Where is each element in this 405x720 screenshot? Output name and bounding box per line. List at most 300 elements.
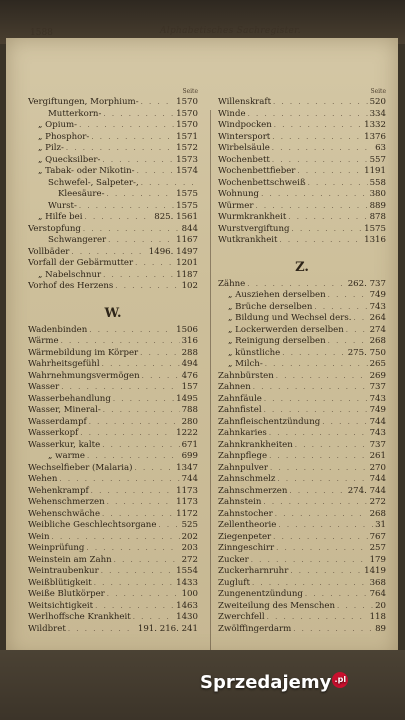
entry-term: „ Milch- xyxy=(228,359,263,369)
entry-term: Winde xyxy=(218,108,246,119)
leader-dots xyxy=(133,613,174,621)
entry-term: Schwangerer xyxy=(48,235,107,245)
entry-page: 1575 xyxy=(176,200,198,211)
index-entry xyxy=(28,201,198,213)
entry-term: Zähne xyxy=(218,278,246,289)
page-title: Alphabetisches Sachregister. xyxy=(160,26,301,36)
leader-dots xyxy=(94,579,174,587)
index-entry xyxy=(28,348,198,360)
leader-dots xyxy=(328,291,368,299)
entry-term: Vorhof des Herzens xyxy=(28,281,114,291)
entry-page: 737 xyxy=(369,439,386,450)
entry-term: Zahnschmerzen xyxy=(218,485,288,496)
entry-page: 118 xyxy=(369,612,386,622)
index-entry xyxy=(218,166,386,178)
leader-dots xyxy=(272,156,368,164)
index-entry xyxy=(218,520,386,532)
leader-dots xyxy=(272,144,373,152)
entry-term: Wehenkrampf xyxy=(28,485,89,496)
index-entry xyxy=(28,97,198,109)
entry-term: Wochenbettschweiß xyxy=(218,177,306,188)
entry-term: Zahnstein xyxy=(218,497,262,507)
entry-term: Zahnschmelz xyxy=(218,474,276,484)
entry-term: „ Brüche derselben xyxy=(228,301,313,312)
index-entry xyxy=(28,247,198,259)
index-entry xyxy=(218,532,386,544)
entry-page: 334 xyxy=(369,108,386,119)
index-entry xyxy=(218,451,386,463)
index-entry xyxy=(28,212,198,224)
leader-dots xyxy=(71,248,146,256)
index-entry xyxy=(28,417,198,429)
entries-v xyxy=(28,97,198,293)
entry-term: Zwerchfell xyxy=(218,612,265,622)
index-entry xyxy=(218,474,386,486)
leader-dots xyxy=(115,282,179,290)
leader-dots xyxy=(269,452,368,460)
index-entry xyxy=(218,578,386,590)
leader-dots xyxy=(288,213,367,221)
leader-dots xyxy=(102,156,174,164)
index-entry xyxy=(28,178,198,190)
index-entry xyxy=(218,359,386,371)
entry-term: Zwölffingerdarm xyxy=(218,623,292,634)
entry-term: Wasserkopf xyxy=(28,428,79,438)
entry-page: 743 xyxy=(369,393,386,404)
leader-dots xyxy=(61,337,180,345)
entry-term: Zahnen xyxy=(218,382,251,392)
entry-term: Wochenbettfieber xyxy=(218,166,296,176)
entry-page: 671 xyxy=(181,439,198,450)
seite-label: Seite xyxy=(182,88,198,95)
entry-term: Zahnpflege xyxy=(218,451,268,461)
index-entry xyxy=(218,497,386,509)
entry-page: 100 xyxy=(181,589,198,599)
entry-page: 1570 xyxy=(176,120,198,130)
entry-term: Vergiftungen, Morphium- xyxy=(28,97,139,107)
entry-term: Würmer xyxy=(218,200,254,211)
entry-term: Wasserkur, kalte xyxy=(28,439,101,450)
index-entry xyxy=(28,497,198,509)
entry-term: Wasser, Mineral- xyxy=(28,405,101,415)
entry-term: Wechselfieber (Malaria) xyxy=(28,462,133,473)
index-entry xyxy=(28,359,198,371)
entry-term: Weibliche Geschlechtsorgane xyxy=(28,520,157,530)
leader-dots xyxy=(328,337,368,345)
index-entry xyxy=(28,543,198,555)
leader-dots xyxy=(135,464,175,472)
index-entry xyxy=(28,566,198,578)
leader-dots xyxy=(91,133,174,141)
entry-page: 268 xyxy=(369,336,386,346)
leader-dots xyxy=(107,590,180,598)
entry-term: „ Ausziehen derselben xyxy=(228,290,326,300)
entry-term: Wein xyxy=(28,531,50,542)
entry-term: Wärmebildung im Körper xyxy=(28,347,139,358)
entry-page: 31 xyxy=(375,520,386,530)
watermark-suffix: .pl xyxy=(334,675,347,684)
index-entry xyxy=(218,302,386,314)
entry-page: 1347 xyxy=(176,462,198,473)
index-entry xyxy=(28,451,198,463)
entry-page: 203 xyxy=(181,543,198,553)
entry-page: 288 xyxy=(181,347,198,358)
entry-page: 274. 744 xyxy=(347,485,386,496)
page-number: 1588 xyxy=(30,28,53,38)
entry-page: 1570 xyxy=(176,97,198,107)
seite-label: Seite xyxy=(370,88,386,95)
entry-page: 737 xyxy=(369,382,386,392)
index-entry xyxy=(28,109,198,121)
leader-dots xyxy=(263,498,367,506)
entry-page: 1573 xyxy=(176,154,198,165)
leader-dots xyxy=(322,418,367,426)
index-entry xyxy=(28,555,198,567)
leader-dots xyxy=(248,110,368,118)
index-entry xyxy=(218,212,386,224)
index-entry xyxy=(218,325,386,337)
entry-term: Wintersport xyxy=(218,131,271,142)
leader-dots xyxy=(107,190,175,198)
entries-z xyxy=(218,279,386,636)
leader-dots xyxy=(292,225,363,233)
leader-dots xyxy=(108,236,174,244)
entry-page: 1167 xyxy=(176,235,198,245)
index-entry xyxy=(218,566,386,578)
index-entry xyxy=(218,290,386,302)
entry-page: 558 xyxy=(369,177,386,188)
entry-term: Wadenbinden xyxy=(28,324,88,335)
entry-term: Zweiteilung des Menschen xyxy=(218,600,336,611)
entry-page: 20 xyxy=(375,600,386,611)
leader-dots xyxy=(103,406,180,414)
entry-term: Zugluft xyxy=(218,577,250,588)
leader-dots xyxy=(85,213,153,221)
entry-page: 1332 xyxy=(364,120,386,130)
index-entry xyxy=(28,532,198,544)
leader-dots xyxy=(275,510,368,518)
entry-term: Schwefel-, Salpeter-, xyxy=(48,177,139,188)
entry-term: Zellentheorie xyxy=(218,520,277,530)
leader-dots xyxy=(52,533,180,541)
entry-term: Wasserbehandlung xyxy=(28,393,111,404)
leader-dots xyxy=(264,406,368,414)
entry-page: 1172 xyxy=(176,508,198,519)
leader-dots xyxy=(337,602,373,610)
entry-page: 1575 xyxy=(364,223,386,234)
index-entry xyxy=(28,336,198,348)
entry-page: 1222 xyxy=(176,428,198,438)
leader-dots xyxy=(102,360,180,368)
leader-dots xyxy=(141,179,196,187)
leader-dots xyxy=(346,326,368,334)
entry-term: Zahnfäule xyxy=(218,393,262,404)
entry-page: 825. 1561 xyxy=(154,212,198,222)
entry-page: 157 xyxy=(181,382,198,392)
entry-page: 1574 xyxy=(176,166,198,176)
column-divider xyxy=(210,110,211,650)
leader-dots xyxy=(79,121,174,129)
entry-term: „ Pilz- xyxy=(38,143,64,153)
index-entry xyxy=(218,109,386,121)
entry-page: 788 xyxy=(181,405,198,415)
entry-page: 272 xyxy=(369,497,386,507)
entry-term: Weinprüfung xyxy=(28,543,85,553)
entry-term: „ Hilfe bei xyxy=(38,212,83,222)
leader-dots xyxy=(353,314,367,322)
leader-dots xyxy=(265,360,368,368)
entry-page: 1463 xyxy=(176,600,198,611)
leader-dots xyxy=(141,98,175,106)
leader-dots xyxy=(59,475,179,483)
entry-page: 743 xyxy=(369,428,386,438)
entry-term: Zuckerharnruhr xyxy=(218,566,289,576)
index-entry xyxy=(218,382,386,394)
entry-page: 1419 xyxy=(364,566,386,576)
index-entry xyxy=(28,509,198,521)
entry-term: „ Tabak- oder Nikotin- xyxy=(38,166,135,176)
entry-term: Wochenbett xyxy=(218,154,270,165)
entry-page: 494 xyxy=(181,359,198,369)
index-entry xyxy=(28,405,198,417)
leader-dots xyxy=(140,349,179,357)
index-entry xyxy=(218,394,386,406)
index-entry xyxy=(28,474,198,486)
entry-term: „ Lockerwerden derselben xyxy=(228,324,344,335)
leader-dots xyxy=(267,613,368,621)
index-entry xyxy=(218,371,386,383)
index-entry xyxy=(218,348,386,360)
index-entry xyxy=(218,463,386,475)
section-heading-w: W. xyxy=(104,305,122,321)
entry-page: 265 xyxy=(369,359,386,369)
entry-page: 269 xyxy=(369,370,386,381)
index-entry xyxy=(28,281,198,293)
entry-term: Wohnung xyxy=(218,189,260,199)
entry-page: 316 xyxy=(181,336,198,346)
entry-term: Zahnstocher xyxy=(218,508,273,519)
index-entry xyxy=(218,486,386,498)
entry-term: Verstopfung xyxy=(28,223,81,234)
leader-dots xyxy=(251,556,368,564)
index-entry xyxy=(218,428,386,440)
leader-dots xyxy=(68,625,136,633)
index-entry xyxy=(28,578,198,590)
index-entry xyxy=(28,325,198,337)
leader-dots xyxy=(252,579,368,587)
entry-term: Zahnkaries xyxy=(218,428,267,438)
entry-page: 257 xyxy=(369,543,386,553)
entry-page: 844 xyxy=(181,223,198,234)
leader-dots xyxy=(87,452,180,460)
index-entry xyxy=(218,440,386,452)
entry-page: 1571 xyxy=(176,131,198,142)
entry-page: 368 xyxy=(369,577,386,588)
entry-term: Wurstvergiftung xyxy=(218,223,290,234)
entry-page: 878 xyxy=(369,212,386,222)
index-entry xyxy=(28,270,198,282)
entry-term: Wahrnehmungsvermögen xyxy=(28,370,140,381)
leader-dots xyxy=(293,625,373,633)
leader-dots xyxy=(276,372,368,380)
leader-dots xyxy=(61,383,179,391)
entry-page: 1506 xyxy=(176,324,198,335)
entry-page: 744 xyxy=(369,474,386,484)
entry-term: Weitsichtigkeit xyxy=(28,600,94,611)
entry-page: 102 xyxy=(181,281,198,291)
leader-dots xyxy=(273,98,368,106)
entry-page: 767 xyxy=(369,531,386,542)
index-entry xyxy=(218,143,386,155)
entry-term: Kleesäure- xyxy=(58,189,105,199)
index-entry xyxy=(28,120,198,132)
leader-dots xyxy=(273,533,367,541)
entry-page: 272 xyxy=(181,554,198,565)
entry-term: Werlhoffsche Krankheit xyxy=(28,612,131,622)
entry-term: „ Opium- xyxy=(38,120,78,130)
entry-term: Mutterkorn- xyxy=(48,108,102,119)
entry-page: 1187 xyxy=(176,269,198,280)
leader-dots xyxy=(113,395,174,403)
index-entry xyxy=(28,520,198,532)
index-entry xyxy=(218,178,386,190)
entry-page: 1433 xyxy=(176,577,198,588)
entry-page: 191. 216. 241 xyxy=(137,623,198,634)
index-entry xyxy=(28,143,198,155)
index-entry xyxy=(218,543,386,555)
entry-page: 525 xyxy=(181,520,198,530)
leader-dots xyxy=(278,521,373,529)
index-entry xyxy=(218,336,386,348)
entry-page: 63 xyxy=(375,143,386,153)
right-column xyxy=(218,88,386,635)
leader-dots xyxy=(66,144,174,152)
index-entry xyxy=(28,428,198,440)
index-entry xyxy=(28,189,198,201)
leader-dots xyxy=(264,395,368,403)
entry-page: 270 xyxy=(369,462,386,473)
entry-term: „ Nabelschnur xyxy=(38,269,102,280)
entry-page: 520 xyxy=(369,97,386,107)
index-entry xyxy=(218,589,386,601)
leader-dots xyxy=(142,372,180,380)
entry-term: Wehenschmerzen xyxy=(28,497,105,507)
entry-page: 1376 xyxy=(364,131,386,142)
leader-dots xyxy=(290,567,362,575)
entry-page: 749 xyxy=(369,405,386,415)
entry-page: 262. 737 xyxy=(347,278,386,289)
leader-dots xyxy=(101,567,174,575)
index-entry xyxy=(218,155,386,167)
index-entry xyxy=(28,235,198,247)
index-entry xyxy=(28,486,198,498)
entry-term: „ Phosphor- xyxy=(38,131,90,142)
entry-term: Zinngeschirr xyxy=(218,543,275,553)
entry-page: 280 xyxy=(181,416,198,427)
leader-dots xyxy=(253,383,368,391)
entry-term: Vollbäder xyxy=(28,246,70,257)
entry-page: 261 xyxy=(369,451,386,461)
index-entry xyxy=(218,189,386,201)
leader-dots xyxy=(272,133,362,141)
index-entry xyxy=(218,201,386,213)
leader-dots xyxy=(80,429,174,437)
entry-term: Zahnfleischentzündung xyxy=(218,416,321,427)
leader-dots xyxy=(270,464,368,472)
section-heading-z: Z. xyxy=(295,259,309,275)
leader-dots xyxy=(89,326,174,334)
leader-dots xyxy=(295,441,368,449)
leader-dots xyxy=(276,544,367,552)
leader-dots xyxy=(269,429,368,437)
leader-dots xyxy=(277,475,367,483)
leader-dots xyxy=(107,498,175,506)
entry-term: Zungenentzündung xyxy=(218,589,303,599)
entry-page: 275. 750 xyxy=(347,347,386,358)
entry-term: Wurmkrankheit xyxy=(218,212,287,222)
entry-term: „ künstliche xyxy=(228,347,281,358)
leader-dots xyxy=(305,590,368,598)
entry-page: 744 xyxy=(181,474,198,484)
leader-dots xyxy=(279,236,362,244)
watermark-logo xyxy=(200,672,400,693)
entry-term: „ Bildung und Wechsel ders. xyxy=(228,313,352,323)
entry-page: 268 xyxy=(369,508,386,519)
leader-dots xyxy=(297,167,362,175)
index-entry xyxy=(28,394,198,406)
entries-w xyxy=(28,325,198,636)
entry-term: Weiße Blutkörper xyxy=(28,589,105,599)
leader-dots xyxy=(83,225,180,233)
entry-page: 699 xyxy=(181,451,198,461)
leader-dots xyxy=(103,110,174,118)
index-entry xyxy=(28,371,198,383)
index-entry xyxy=(218,601,386,613)
leader-dots xyxy=(261,190,368,198)
entry-term: Weintraubenkur xyxy=(28,566,99,576)
entry-term: Wurst- xyxy=(48,200,77,211)
entry-page: 89 xyxy=(375,623,386,634)
entries-w-continued xyxy=(218,97,386,247)
leader-dots xyxy=(95,602,174,610)
entry-term: Weinstein am Zahn xyxy=(28,554,112,565)
index-entry xyxy=(28,155,198,167)
entry-page: 749 xyxy=(369,290,386,300)
entry-term: Wasserdampf xyxy=(28,416,87,427)
index-entry xyxy=(218,224,386,236)
entry-page: 744 xyxy=(369,416,386,427)
entry-page: 1173 xyxy=(176,485,198,496)
index-entry xyxy=(218,405,386,417)
index-entry xyxy=(28,166,198,178)
leader-dots xyxy=(289,487,345,495)
index-entry xyxy=(218,555,386,567)
entry-term: Zahnfistel xyxy=(218,405,262,415)
leader-dots xyxy=(114,556,180,564)
entry-term: Wasser xyxy=(28,382,60,392)
entry-term: Wehen xyxy=(28,474,58,484)
index-entry xyxy=(218,417,386,429)
leader-dots xyxy=(79,202,174,210)
entry-term: Wärme xyxy=(28,336,59,346)
leader-dots xyxy=(103,271,174,279)
entry-term: Vorfall der Gebärmutter xyxy=(28,258,134,268)
entry-term: Windpocken xyxy=(218,120,272,130)
watermark-text: Sprzedajemy xyxy=(200,672,332,693)
entry-term: Zahnpulver xyxy=(218,462,268,473)
entry-term: Wahrheitsgefühl xyxy=(28,359,100,369)
entry-term: Zahnkrankheiten xyxy=(218,439,293,450)
